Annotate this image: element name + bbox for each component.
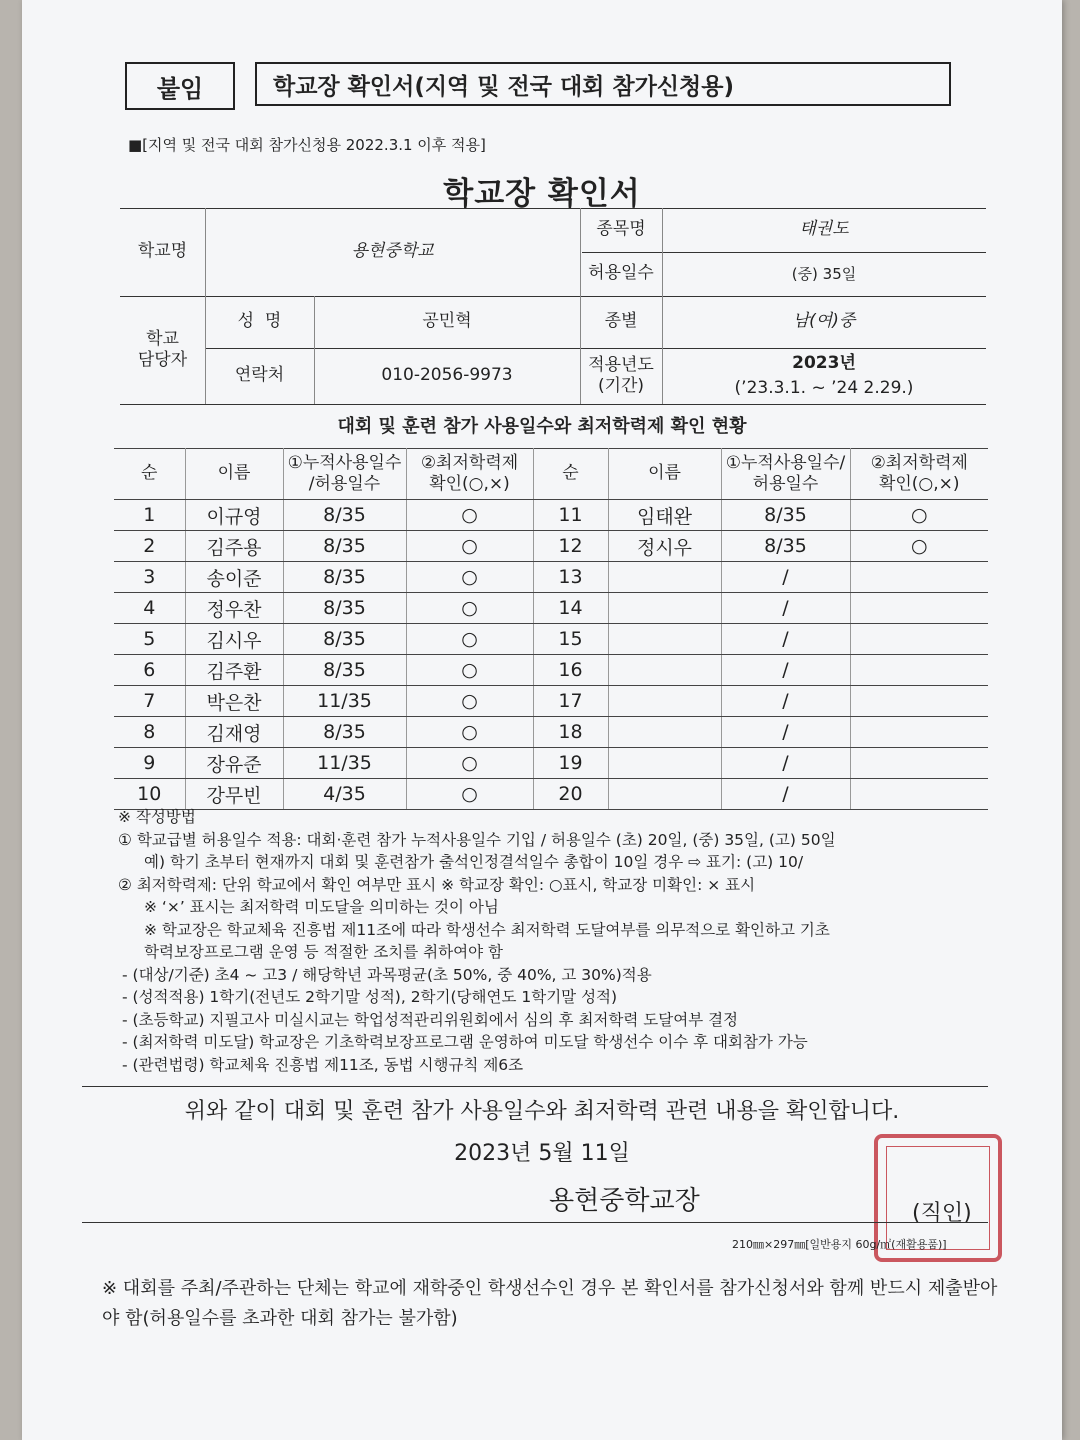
- instruction-line: - (최저학력 미도달) 학교장은 기초학력보장프로그램 운영하여 미도달 학생선수 이수 후 대회참가 가능: [122, 1033, 808, 1051]
- table-cell: 6: [114, 655, 185, 686]
- table-cell: 7: [114, 686, 185, 717]
- table-cell: ○: [406, 593, 533, 624]
- name-label: 성 명: [237, 311, 282, 332]
- table-cell: /: [721, 686, 850, 717]
- table-cell: ○: [406, 624, 533, 655]
- table-cell: ○: [406, 779, 533, 810]
- year-value: [662, 350, 986, 378]
- table-cell: [608, 562, 721, 593]
- section-title: 대회 및 훈련 참가 사용일수와 최저학력제 확인 현황: [337, 416, 747, 437]
- table-header-cell: ②최저학력제 확인(○,×): [406, 449, 533, 500]
- table-header-cell: ①누적사용일수 /허용일수: [283, 449, 406, 500]
- table-cell: 19: [533, 748, 608, 779]
- table-cell: ○: [406, 655, 533, 686]
- table-header-cell: 순: [114, 449, 185, 500]
- table-cell: [608, 779, 721, 810]
- table-cell: [608, 717, 721, 748]
- table-cell: 18: [533, 717, 608, 748]
- table-cell: 김재영: [185, 717, 283, 748]
- table-row: [114, 624, 988, 655]
- allowed-days-label: 허용일수: [588, 263, 654, 284]
- gender-value: 남(여)중: [792, 311, 856, 332]
- info-bottom-border: [120, 404, 986, 405]
- table-cell: [608, 593, 721, 624]
- table-cell: ○: [406, 686, 533, 717]
- confirmation-statement: 위와 같이 대회 및 훈련 참가 사용일수와 최저학력 관련 내용을 확인합니다.: [184, 1099, 900, 1124]
- table-header-cell: ②최저학력제 확인(○,×): [850, 449, 988, 500]
- document-heading: 학교장 확인서(지역 및 전국 대회 참가신청용): [255, 62, 951, 106]
- table-cell: [850, 593, 988, 624]
- table-cell: 8: [114, 717, 185, 748]
- table-cell: /: [721, 655, 850, 686]
- table-cell: 8/35: [283, 562, 406, 593]
- sport-value: 태권도: [799, 219, 849, 240]
- table-cell: 2: [114, 531, 185, 562]
- table-row: [114, 779, 988, 810]
- table-cell: /: [721, 624, 850, 655]
- status-table: [114, 448, 988, 810]
- table-cell: [608, 624, 721, 655]
- attachment-tag: 붙임: [125, 62, 235, 110]
- table-row: [114, 748, 988, 779]
- table-cell: ○: [406, 748, 533, 779]
- table-cell: 강무빈: [185, 779, 283, 810]
- name-value: 공민혁: [422, 311, 472, 332]
- school-value: 용현중학교: [351, 241, 434, 262]
- table-cell: 8/35: [283, 500, 406, 531]
- paper-spec: 210㎜×297㎜[일반용지 60g/㎡(재활용품)]: [732, 1238, 947, 1251]
- table-cell: 16: [533, 655, 608, 686]
- table-cell: 4: [114, 593, 185, 624]
- page-title: 학교장 확인서: [443, 176, 641, 212]
- table-cell: [850, 779, 988, 810]
- table-cell: [608, 748, 721, 779]
- table-cell: 김주환: [185, 655, 283, 686]
- table-row: [114, 593, 988, 624]
- table-cell: [850, 717, 988, 748]
- table-cell: [850, 748, 988, 779]
- instruction-line: - (대상/기준) 초4 ~ 고3 / 해당학년 과목평균(초 50%, 중 40%, 고 30%)적용: [122, 965, 652, 984]
- table-row: [114, 500, 988, 531]
- table-cell: 임태완: [608, 500, 721, 531]
- table-cell: 20: [533, 779, 608, 810]
- gender-label: 종별: [604, 311, 638, 332]
- instruction-line: ① 학교급별 허용일수 적용: 대회·훈련 참가 누적사용일수 기입 / 허용일수 (초) 20일, (중) 35일, (고) 50일: [118, 830, 836, 849]
- table-cell: [608, 686, 721, 717]
- table-cell: 3: [114, 562, 185, 593]
- table-cell: 12: [533, 531, 608, 562]
- table-cell: 4/35: [283, 779, 406, 810]
- table-cell: 박은찬: [185, 686, 283, 717]
- instruction-line: 학력보장프로그램 운영 등 적절한 조치를 취하여야 함: [144, 943, 503, 961]
- table-header-cell: 순: [533, 449, 608, 500]
- instruction-line: - (관련법령) 학교체육 진흥법 제11조, 동법 시행규칙 제6조: [122, 1055, 524, 1074]
- instruction-line: ② 최저학력제: 단위 학교에서 확인 여부만 표시 ※ 학교장 확인: ○표시, 학교장 미확인: × 표시: [118, 875, 756, 894]
- contact-label: 연락처: [234, 365, 285, 386]
- year-value-text: 2023년: [792, 353, 856, 374]
- sport-label: 종목명: [596, 219, 646, 240]
- table-cell: 김주용: [185, 531, 283, 562]
- table-row: [114, 655, 988, 686]
- confirm-top-border: [82, 1086, 988, 1087]
- table-cell: [850, 624, 988, 655]
- year-label: 적용년도 (기간): [588, 354, 654, 396]
- instruction-line: ※ ‘×’ 표시는 최저학력 미도달을 의미하는 것이 아님: [144, 898, 499, 916]
- table-cell: 8/35: [283, 655, 406, 686]
- table-cell: 11/35: [283, 686, 406, 717]
- table-header-cell: ①누적사용일수/ 허용일수: [721, 449, 850, 500]
- table-cell: 11/35: [283, 748, 406, 779]
- table-cell: /: [721, 562, 850, 593]
- table-cell: ○: [406, 562, 533, 593]
- table-cell: ○: [850, 500, 988, 531]
- table-header-cell: 이름: [608, 449, 721, 500]
- table-cell: 17: [533, 686, 608, 717]
- table-cell: 10: [114, 779, 185, 810]
- principal-name: 용현중학교장: [549, 1186, 700, 1216]
- table-cell: /: [721, 593, 850, 624]
- instruction-line: 예) 학기 초부터 현재까지 대회 및 훈련참가 출석인정결석일수 총합이 10일 경우 ⇨ 표기: (고) 10/: [144, 853, 804, 871]
- table-cell: ○: [850, 531, 988, 562]
- bottom-divider: [82, 1222, 988, 1223]
- table-header-cell: 이름: [185, 449, 283, 500]
- table-cell: 정우찬: [185, 593, 283, 624]
- table-row: [114, 531, 988, 562]
- table-cell: ○: [406, 500, 533, 531]
- instruction-line: ※ 작성방법: [118, 808, 196, 826]
- table-cell: 정시우: [608, 531, 721, 562]
- table-cell: 8/35: [283, 593, 406, 624]
- table-cell: 8/35: [721, 531, 850, 562]
- instructions: [118, 806, 1018, 1076]
- table-cell: /: [721, 779, 850, 810]
- period-value: (’23.3.1. ~ ’24 2.29.): [734, 378, 914, 399]
- table-cell: 김시우: [185, 624, 283, 655]
- table-cell: ○: [406, 717, 533, 748]
- table-cell: ○: [406, 531, 533, 562]
- table-cell: 8/35: [283, 624, 406, 655]
- table-cell: [850, 655, 988, 686]
- table-row: [114, 717, 988, 748]
- table-cell: 8/35: [283, 531, 406, 562]
- table-cell: 8/35: [721, 500, 850, 531]
- contact-value: 010-2056-9973: [381, 365, 513, 386]
- table-cell: 15: [533, 624, 608, 655]
- table-cell: 11: [533, 500, 608, 531]
- table-cell: /: [721, 717, 850, 748]
- table-cell: /: [721, 748, 850, 779]
- table-row: [114, 686, 988, 717]
- instruction-line: - (초등학교) 지필고사 미실시교는 학업성적관리위원회에서 심의 후 최저학력 도달여부 결정: [122, 1010, 739, 1029]
- table-cell: [850, 686, 988, 717]
- table-cell: 5: [114, 624, 185, 655]
- allowed-days-value: (중) 35일: [791, 264, 857, 283]
- table-cell: [608, 655, 721, 686]
- table-cell: [850, 562, 988, 593]
- applicability-note: ■[지역 및 전국 대회 참가신청용 2022.3.1 이후 적용]: [128, 136, 486, 154]
- table-cell: 8/35: [283, 717, 406, 748]
- table-cell: 14: [533, 593, 608, 624]
- instruction-line: ※ 학교장은 학교체육 진흥법 제11조에 따라 학생선수 최저학력 도달여부를 의무적으로 확인하고 기초: [144, 920, 830, 939]
- instruction-line: - (성적적용) 1학기(전년도 2학기말 성적), 2학기(당해연도 1학기말 성적): [122, 988, 618, 1006]
- seal-label: (직인): [912, 1201, 972, 1226]
- footer-note: ※ 대회를 주최/주관하는 단체는 학교에 재학중인 학생선수인 경우 본 확인서를 참가신청서와 함께 반드시 제출받아야 함(허용일수를 초과한 대회 참가는 불가함): [102, 1278, 998, 1329]
- manager-label: 학교 담당자: [137, 328, 188, 370]
- table-cell: 장유준: [185, 748, 283, 779]
- table-cell: 이규영: [185, 500, 283, 531]
- table-header-row: [114, 449, 988, 500]
- table-row: [114, 562, 988, 593]
- school-label: 학교명: [137, 241, 188, 262]
- table-cell: 13: [533, 562, 608, 593]
- table-cell: 송이준: [185, 562, 283, 593]
- table-cell: 1: [114, 500, 185, 531]
- table-cell: 9: [114, 748, 185, 779]
- document-page: [22, 0, 1062, 1440]
- issue-date: 2023년 5월 11일: [454, 1141, 630, 1166]
